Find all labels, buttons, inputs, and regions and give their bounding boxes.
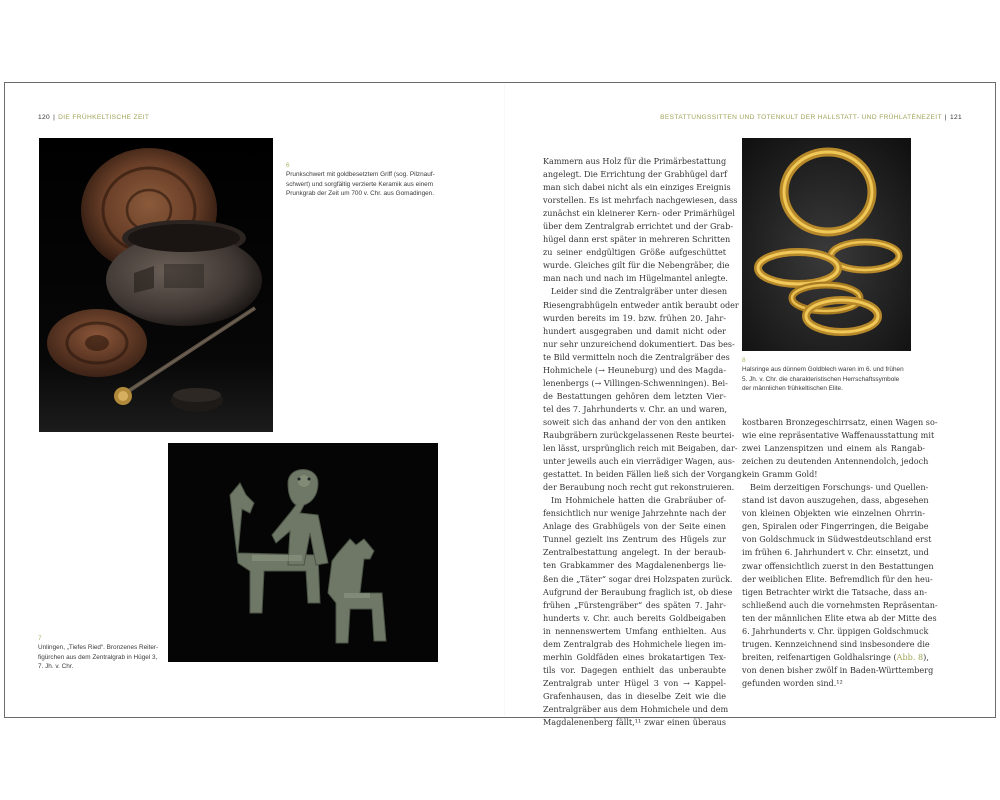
body-text-line: wurde. Gleiches gilt für die Nebengräber, die <box>543 260 730 271</box>
body-text-line: Raubgräbern zurückgelassenen Reste beurtei- <box>543 429 735 440</box>
body-text-line: lenenbergs (→ Villingen-Schwenningen). Bei- <box>543 377 728 388</box>
figure-6-photo <box>39 138 273 432</box>
figure-6-caption <box>286 161 435 199</box>
body-text-line: man sich dabei nicht als ein einziges Ereignis <box>543 182 731 193</box>
body-text-line: gen, Spiralen oder Fingerringen, die Beigabe <box>742 521 929 532</box>
body-text-line: len lässt, ursprünglich reich mit Beigaben, dar- <box>543 443 738 454</box>
body-text-line: de Bestattungen gehören dem letzten Vier- <box>543 390 726 401</box>
body-text-line: wurden bereits im 19. bzw. frühen 20. Jahr- <box>543 312 726 323</box>
body-text-line: soweit sich das anhand der von den antiken <box>543 416 726 427</box>
body-text-line: wie eine repräsentative Waffenausstattung mit <box>742 430 935 441</box>
body-text-line: ßen die „Täter“ sogar drei Holzspaten zurück. <box>543 573 733 584</box>
body-text-line: Magdalenenberg fällt,¹¹ zwar einen überaus <box>543 717 726 728</box>
body-text-line: der Beraubung noch recht gut rekonstruieren. <box>543 482 735 493</box>
body-text-line: hügel dann erst später in mehreren Schritten <box>543 234 731 245</box>
body-text-line: Tunnel gezielt ins Zentrum des Hügels zur <box>543 534 726 545</box>
body-text-line: Zentralbestattung angelegt. In der beraub- <box>543 547 726 558</box>
body-text-segment: ), <box>923 651 929 662</box>
body-column-1 <box>543 155 742 729</box>
caption-line: Prunkgrab der Zeit um 700 v. Chr. aus Gomadingen. <box>286 190 435 198</box>
body-text-line: schließend auch die vornehmsten Repräsentan- <box>742 599 938 610</box>
body-text-line: kostbaren Bronzegeschirrsatz, einen Wagen so- <box>742 417 938 427</box>
body-text-line: Aufgrund der Beraubung fraglich ist, ob diese <box>543 586 733 597</box>
body-text-line: von denen bisher zwölf in Baden-Württemberg <box>742 664 934 675</box>
body-text-line: zwar offensichtlich zuerst in den Bestattungen <box>742 560 934 571</box>
bronze-rider-figures-image <box>168 443 438 662</box>
body-text-segment: breiten, reifenartigen Goldhalsringe ( <box>742 651 897 662</box>
caption-line: 5. Jh. v. Chr. die charakteristischen Herrschaftssymbole <box>742 375 900 383</box>
body-text-line: über dem Zentralgrab errichtet und der Grab- <box>543 221 734 232</box>
body-text-line: Im Hohmichele hatten die Grabräuber of- <box>551 495 726 506</box>
caption-line: figürchen aus dem Zentralgrab in Hügel 3, <box>38 653 158 661</box>
figure-8-caption <box>742 356 904 394</box>
left-running-head <box>38 114 149 121</box>
body-text-line: te Bild vermitteln noch die Zentralgräber des <box>543 351 730 362</box>
body-text-line: im frühen 6. Jahrhundert v. Chr. einsetzt, und <box>742 547 929 558</box>
body-text-line: hundert ausgegraben und damit nicht oder <box>543 325 726 336</box>
body-text-line: angelegt. Die Errichtung der Grabhügel darf <box>543 169 728 180</box>
body-text-line: gestattet. In beiden Fällen ließ sich der Vorgang <box>543 469 742 480</box>
body-text-line: Anlage des Grabhügels von der Seite einen <box>543 521 726 532</box>
body-text-line: frühen „Fürstengräber“ des späten 7. Jahr- <box>543 599 726 610</box>
caption-line: 7. Jh. v. Chr. <box>38 663 74 671</box>
body-column-2 <box>742 416 938 690</box>
running-head-separator: | <box>944 114 947 121</box>
caption-line: Prunkschwert mit goldbesetztem Griff (sog. Pilznauf- <box>286 171 435 179</box>
body-text-line: gefunden worden sind.¹² <box>742 677 843 688</box>
book-spread <box>4 82 996 728</box>
body-text-line: ten der männlichen Elite etwa ab der Mitte des <box>742 612 937 623</box>
body-text-line: fensichtlich nur wenige Jahrzehnte nach der <box>543 508 726 519</box>
body-text-line: zwei Lanzenspitzen und einem als Rangab- <box>742 443 925 454</box>
sword-and-pottery-image <box>39 138 273 432</box>
book-spine <box>504 83 505 717</box>
caption-line: Halsringe aus dünnem Goldblech waren im 6. und frühen <box>742 366 904 374</box>
body-text-line: tigen Betrachter wirkt die Tatsache, dass an- <box>742 586 927 597</box>
body-text-line: unter jeweils auch ein vierrädiger Wagen, aus- <box>543 456 735 467</box>
figure-8-photo <box>742 138 911 351</box>
running-head-separator: | <box>53 114 56 121</box>
body-text-line: zu seiner endgültigen Größe aufgeschüttet <box>543 247 726 258</box>
body-text-line-with-figure-ref <box>742 651 929 664</box>
right-running-head-title: BESTATTUNGSSITTEN UND TOTENKULT DER HALLSTATT- UND FRÜHLATÈNEZEIT <box>660 114 942 121</box>
body-text-line: Leider sind die Zentralgräber unter diesen <box>551 286 728 297</box>
body-text-line: kein Gramm Gold! <box>742 469 818 480</box>
caption-line: der männlichen frühkeltischen Elite. <box>742 385 843 393</box>
body-text-line: dem Zentralgrab des Hohmichele liegen im- <box>543 638 726 649</box>
body-text-line: stand ist davon auszugehen, dass, abgesehen <box>742 495 929 506</box>
body-text-line: Kammern aus Holz für die Primärbestattung <box>543 156 727 166</box>
body-text-line: von Goldschmuck in Südwestdeutschland erst <box>742 534 932 545</box>
figure-8-reference-link[interactable]: Abb. 8 <box>896 651 924 662</box>
right-page-number: 121 <box>949 114 962 121</box>
figure-7-photo <box>168 443 438 662</box>
body-text-line: hunderts v. Chr. auch bereits Goldbeigaben <box>543 612 726 623</box>
figure-7-caption <box>38 634 158 672</box>
body-text-line: trugen. Kennzeichnend sind insbesondere die <box>742 638 930 649</box>
body-text-line: 6. Jahrhunderts v. Chr. üppigen Goldschmuck <box>742 625 929 636</box>
body-text-line: in nennenswertem Umfang enthielten. Aus <box>543 625 726 636</box>
body-text-line: vorstellen. Es ist mehrfach nachgewiesen, dass <box>543 195 738 206</box>
right-running-head <box>660 114 962 121</box>
caption-line: Unlingen, „Tiefes Ried“. Bronzenes Reiter- <box>38 644 159 652</box>
body-text-line: der weiblichen Elite. Befremdlich für den heu- <box>742 573 933 584</box>
body-text-line: Zentralgrab unter Hügel 3 von → Kappel- <box>543 677 726 688</box>
body-text-line: nur sehr unzureichend dokumentiert. Das bes- <box>543 338 735 349</box>
body-text-line: zunächst ein kleinerer Kern- oder Primärhügel <box>543 208 735 219</box>
body-text-line: Riesengrabhügeln entweder antik beraubt oder <box>543 299 739 310</box>
body-text-line: Hohmichele (→ Heuneburg) und des Magda- <box>543 364 726 375</box>
body-text-line: Beim derzeitigen Forschungs- und Quellen- <box>750 482 929 493</box>
body-text-line: von kleinen Objekten wie einzelnen Ohrrin- <box>742 508 925 519</box>
body-text-line: zeichen zu deutenden Antennendolch, jedoch <box>742 456 929 467</box>
body-text-line: tel des 7. Jahrhunderts v. Chr. an und waren, <box>543 403 728 414</box>
left-page-number: 120 <box>38 114 51 121</box>
left-running-head-title: DIE FRÜHKELTISCHE ZEIT <box>58 114 150 121</box>
figure-8-caption-number: 8 <box>742 357 746 364</box>
body-text-line: merhin Goldfäden eines brokatartigen Tex- <box>543 651 726 662</box>
body-text-line: Zentralgräber aus dem Hohmichele und dem <box>543 703 729 714</box>
body-text-line: tils vor. Dagegen enthielt das unberaubte <box>543 664 726 675</box>
body-text-line: man nach und nach im Hügelmantel anlegte. <box>543 273 728 284</box>
body-text-line: Grafenhausen, das in dieselbe Zeit wie die <box>543 690 726 701</box>
caption-line: schwert) und sorgfältig verzierte Keramik aus einem <box>286 180 434 188</box>
gold-neck-rings-image <box>742 138 911 351</box>
body-text-line: ten Grabkammer des Magdalenenbergs lie- <box>543 560 726 571</box>
figure-7-caption-number: 7 <box>38 635 42 642</box>
figure-6-caption-number: 6 <box>286 162 290 169</box>
